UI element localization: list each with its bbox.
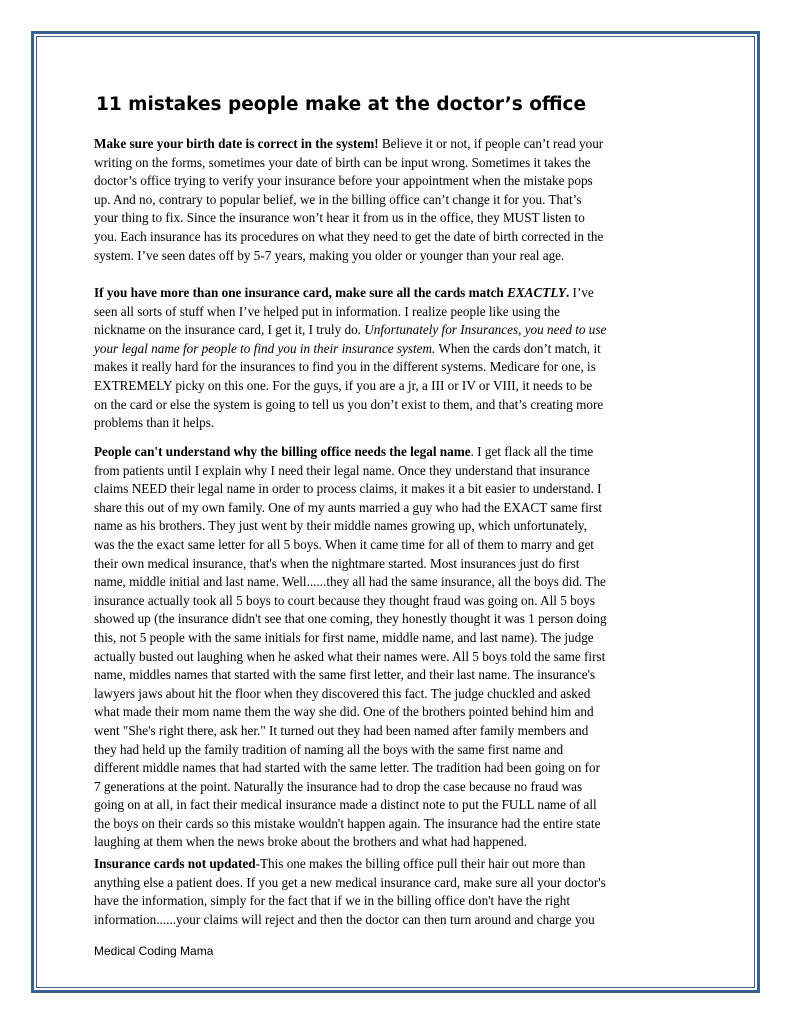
body-text: . I get flack all the time [470, 444, 594, 459]
body-text: laughing at them when the news broke about the brothers and what had happened. [94, 834, 527, 850]
document-title: 11 mistakes people make at the doctor’s office [96, 94, 587, 115]
body-text: actually busted out laughing when he asked what their names were. All 5 boys told the same first [94, 648, 606, 664]
body-text: doctor’s office trying to verify your insurance before your appointment when the mistake pops [94, 173, 593, 189]
body-text: you. Each insurance has its procedures on what they need to get the date of birth corrected in the [94, 228, 604, 244]
paragraph-line [94, 833, 607, 852]
paragraph-line [94, 499, 607, 518]
paragraph-line [94, 629, 607, 648]
body-text: insurance actually took all 5 boys to court because they thought fraud was going on. All 5 boys [94, 592, 596, 608]
body-text: name, middle initial and last name. Well......they all had the same insurance, all the boys did. The [94, 574, 606, 590]
body-text: name, middles names that started with the same first letter, and their last name. The insurance's [94, 667, 596, 683]
body-text: 7 generations at the point. Naturally the insurance had to drop the case because no fraud was [94, 778, 583, 794]
body-text: -This one makes the billing office pull their hair out more than [255, 856, 586, 871]
emphasis-text: Unfortunately for Insurances, you need to use [364, 322, 607, 338]
body-text: going on at all, in fact their medical insurance made a distinct note to put the FULL name of all [94, 797, 597, 813]
emphasis-text: your legal name for people to find you in their insurance system. [94, 340, 436, 356]
body-text: their own medical insurance, that's when the nightmare started. Most insurances just do first [94, 555, 580, 571]
paragraph-line [94, 778, 607, 797]
paragraph-line [94, 228, 603, 247]
body-text: When the cards don’t match, it [435, 340, 601, 356]
body-text: they had held up the family tradition of naming all the boys with the same first name and [94, 741, 564, 757]
paragraph-line [94, 191, 603, 210]
body-text: claims NEED their legal name in order to process claims, it makes it a bit easier to understand. I [94, 481, 602, 497]
paragraph-line [94, 703, 607, 722]
emphasis-text: . [565, 285, 570, 300]
body-text: system. I’ve seen dates off by 5-7 years, making you older or younger than your real age. [94, 247, 565, 263]
body-text: showed up (the insurance didn't see that one coming, they honestly thought it was 1 person doing [94, 611, 607, 627]
body-text: from patients until I explain why I need their legal name. Once they understand that insurance [94, 462, 590, 478]
paragraph-line [94, 321, 606, 340]
body-text: this, not 5 people with the same initials for first name, middle name, and last name). The judge [94, 629, 594, 645]
body-text: Believe it or not, if people can’t read your [378, 136, 604, 151]
footer-text: Medical Coding Mama [94, 944, 214, 958]
paragraph-line [94, 340, 606, 359]
emphasis-text: EXACTLY [507, 285, 566, 300]
emphasis-text: People can't understand why the billing office needs the legal name [94, 444, 471, 459]
paragraph-line [94, 610, 607, 629]
body-text: up. And no, contrary to popular belief, we in the billing office can’t change it for you. That’s [94, 191, 582, 207]
paragraph-line [94, 480, 607, 499]
paragraph-legal-name [94, 443, 607, 852]
body-text: what made their mom name them the way she did. One of the brothers pointed behind him and [94, 704, 594, 720]
paragraph-line [94, 666, 607, 685]
body-text: problems than it helps. [94, 415, 215, 431]
body-text: your thing to fix. Since the insurance won’t hear it from us in the office, they MUST listen to [94, 210, 585, 226]
paragraph-line [94, 154, 603, 173]
emphasis-text: Insurance cards not updated [94, 856, 256, 871]
paragraph-line [94, 573, 607, 592]
paragraph-line [94, 536, 607, 555]
paragraph-line [94, 358, 606, 377]
paragraph-line [94, 796, 607, 815]
paragraph-cards-match [94, 284, 606, 433]
body-text: went "She's right there, ask her." It turned out they had been named after family members and [94, 722, 589, 738]
body-text: was the the exact same letter for all 5 boys. When it came time for all of them to marry and get [94, 536, 594, 552]
body-text: name as his brothers. They just went by their middle names growing up, which unfortunately, [94, 518, 587, 534]
body-text: EXTREMELY picky on this one. For the guys, if you are a jr, a III or IV or VIII, it needs to be [94, 377, 593, 393]
body-text: on the card or else the system is going to tell us you don’t exist to them, and that’s creating more [94, 396, 604, 412]
body-text: writing on the forms, sometimes your date of birth can be input wrong. Sometimes it takes the [94, 154, 591, 170]
paragraph-line [94, 648, 607, 667]
paragraph-line [94, 396, 606, 415]
paragraph-line [94, 741, 607, 760]
paragraph-line [94, 517, 607, 536]
paragraph-line [94, 759, 607, 778]
body-text: I’ve [569, 285, 594, 300]
paragraph-birth-date [94, 135, 603, 265]
paragraph-line [94, 247, 603, 266]
paragraph-line [94, 284, 606, 303]
paragraph-line [94, 377, 606, 396]
body-text: the boys on their cards so this mistake wouldn't happen again. The insurance had the entire state [94, 815, 601, 831]
paragraph-line [94, 443, 607, 462]
paragraph-cards-not-updated [94, 855, 606, 929]
paragraph-line [94, 685, 607, 704]
paragraph-line [94, 462, 607, 481]
body-text: anything else a patient does. If you get a new medical insurance card, make sure all your doctor's [94, 874, 606, 890]
paragraph-line [94, 414, 606, 433]
body-text: makes it really hard for the insurances to find you in the different systems. Medicare for one, is [94, 359, 596, 375]
body-text: information......your claims will reject and then the doctor can then turn around and charge you [94, 911, 595, 927]
paragraph-line [94, 874, 606, 893]
paragraph-line [94, 892, 606, 911]
paragraph-line [94, 815, 607, 834]
paragraph-line [94, 303, 606, 322]
paragraph-line [94, 911, 606, 930]
body-text: seen all sorts of stuff when I’ve helped put in information. I realize people like using the [94, 303, 560, 319]
emphasis-text: Make sure your birth date is correct in the system! [94, 136, 379, 151]
paragraph-line [94, 172, 603, 191]
paragraph-line [94, 722, 607, 741]
paragraph-line [94, 855, 606, 874]
paragraph-line [94, 592, 607, 611]
body-text: lawyers jaws about hit the floor when they discovered this fact. The judge chuckled and asked [94, 685, 591, 701]
paragraph-line [94, 209, 603, 228]
body-text: share this out of my own family. One of my aunts married a guy who had the EXACT same first [94, 499, 602, 515]
paragraph-line [94, 135, 603, 154]
body-text: have the information, simply for the fact that if we in the billing office don't have the right [94, 893, 571, 909]
emphasis-text: If you have more than one insurance card, make sure all the cards match [94, 285, 508, 300]
paragraph-line [94, 555, 607, 574]
body-text: different middle names that had started with the same letter. The tradition had been going on for [94, 760, 600, 776]
body-text: nickname on the insurance card, I get it, I truly do. [94, 322, 365, 338]
